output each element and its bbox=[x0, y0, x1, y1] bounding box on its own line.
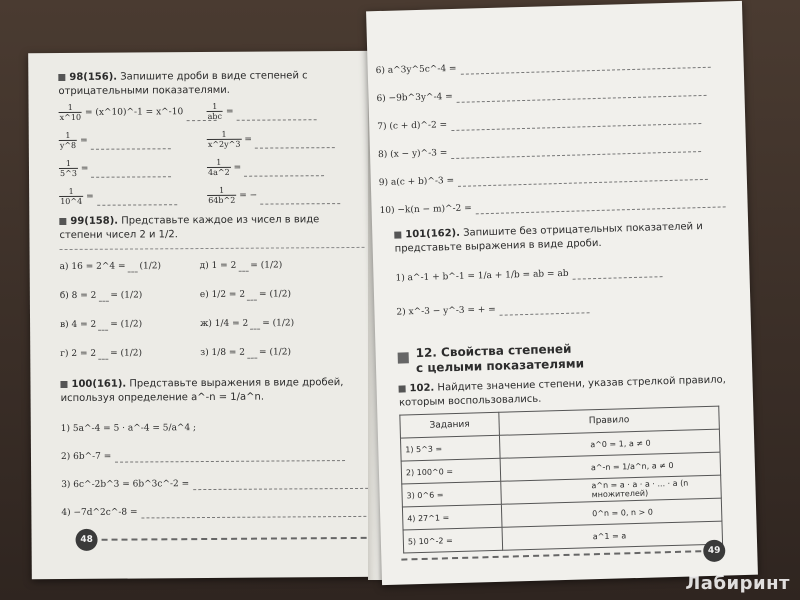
expression-item: 9) a(c + b)^-3 = bbox=[379, 168, 708, 189]
exercise-98-heading: 98(156). Запишите дроби в виде степеней с отрицательными показателями. bbox=[58, 70, 308, 98]
exercise-99-heading: 99(158). Представьте каждое из чисел в виде степени чисел 2 и 1/2. bbox=[59, 214, 320, 242]
fraction-item: $\frac{1}{y\^{}8}$ = bbox=[59, 130, 171, 150]
expression-item: 1) a^-1 + b^-1 = 1/a + 1/b = ab = ab bbox=[395, 265, 662, 284]
fraction-item: $\frac{1}{10\^{}4}$ = bbox=[59, 186, 177, 206]
power-item: б) 8 = 2 = (1/2) bbox=[59, 290, 143, 302]
task-cell: 3) 0^6 = bbox=[402, 481, 502, 507]
answer-line bbox=[572, 268, 662, 280]
power-item: а) 16 = 2^4 = (1/2) bbox=[59, 261, 162, 273]
rule-cell: a^1 = a bbox=[502, 521, 723, 550]
answer-line bbox=[91, 140, 171, 150]
fraction-item: $\frac{1}{\text{abc}}$ = bbox=[207, 101, 317, 121]
expression-item: 6) a^3y^5c^-4 = bbox=[376, 56, 711, 77]
task-cell: 4) 27^1 = bbox=[402, 504, 502, 530]
expression-item: 3) 6c^-2b^3 = 6b^3c^-2 = bbox=[61, 477, 373, 491]
section-square-icon bbox=[398, 352, 409, 363]
power-item: з) 1/8 = 2 = (1/2) bbox=[200, 347, 291, 359]
fraction-item: $\frac{1}{5\^{}3}$ = bbox=[59, 158, 172, 178]
exercise-102-heading: 102. Найдите значение степени, указав стрелкой правило, которым воспользовались. bbox=[398, 374, 726, 409]
answer-line bbox=[193, 480, 373, 490]
expression-item: 2) x^-3 − y^-3 = + = bbox=[396, 301, 590, 318]
right-page bbox=[366, 1, 758, 585]
power-item: ж) 1/4 = 2 = (1/2) bbox=[200, 318, 295, 330]
answer-line bbox=[244, 167, 324, 177]
rule-cell: a^n = a · a · a · ... · a (n множителей) bbox=[501, 475, 722, 504]
table-header-rules: Правило bbox=[499, 406, 720, 435]
expression-item: 2) 6b^-7 = bbox=[61, 449, 345, 463]
page-number-49: 49 bbox=[703, 540, 726, 563]
expression-item: 4) −7d^2c^-8 = bbox=[61, 505, 371, 519]
answer-line bbox=[115, 452, 345, 463]
power-item: в) 4 = 2 = (1/2) bbox=[60, 319, 143, 331]
expression-item: 6) −9b^3y^-4 = bbox=[376, 84, 706, 105]
fraction-item: $\frac{1}{4a\^{}2}$ = bbox=[207, 157, 324, 177]
exercise-100-heading: 100(161). Представьте выражения в виде дробей, используя определение a^-n = 1/a^n. bbox=[60, 377, 344, 405]
answer-line bbox=[97, 196, 177, 206]
rule-cell: 0^n = 0, n > 0 bbox=[501, 498, 722, 527]
power-item: г) 2 = 2 = (1/2) bbox=[60, 348, 143, 360]
section-title: 12. Свойства степеней с целыми показателями bbox=[415, 341, 585, 376]
fraction-item: $\frac{1}{x\^{}2y\^{}3}$ = bbox=[207, 129, 335, 149]
answer-line bbox=[142, 508, 372, 519]
expression-item: 8) (x − y)^-3 = bbox=[378, 140, 701, 161]
answer-line bbox=[91, 168, 171, 178]
power-item: е) 1/2 = 2 = (1/2) bbox=[199, 289, 291, 301]
exercise-101-heading: 101(162). Запишите без отрицательных показателей и представьте выражения в виде дроби. bbox=[394, 221, 703, 255]
answer-line bbox=[460, 59, 710, 75]
footer-dashed-line bbox=[102, 537, 387, 541]
task-cell: 2) 100^0 = bbox=[401, 458, 501, 484]
rule-cell: a^-n = 1/a^n, a ≠ 0 bbox=[500, 452, 721, 481]
answer-line bbox=[237, 111, 317, 121]
divider bbox=[60, 247, 365, 250]
answer-line bbox=[457, 87, 707, 103]
answer-line bbox=[260, 195, 340, 205]
labirint-watermark-logo: Лабиринт bbox=[685, 573, 790, 594]
expression-item: 7) (c + d)^-2 = bbox=[377, 112, 701, 133]
table-header-tasks: Задания bbox=[400, 412, 500, 438]
bullet-square-icon bbox=[394, 231, 401, 238]
answer-line bbox=[458, 171, 708, 187]
bullet-square-icon bbox=[58, 73, 65, 80]
answer-line bbox=[451, 143, 701, 159]
answer-line bbox=[451, 115, 701, 131]
fraction-item: $\frac{1}{64b\^{}2}$ = − bbox=[207, 185, 340, 205]
task-cell: 5) 10^-2 = bbox=[403, 527, 503, 553]
rule-cell: a^0 = 1, a ≠ 0 bbox=[499, 429, 720, 458]
task-cell: 1) 5^3 = bbox=[400, 435, 500, 461]
bullet-square-icon bbox=[59, 217, 66, 224]
fraction-item: $\frac{1}{x\^{}10}$ = (x^10)^-1 = x^-10 bbox=[59, 102, 217, 122]
expression-item: 10) −k(n − m)^-2 = bbox=[379, 195, 725, 217]
rules-table bbox=[399, 406, 723, 554]
answer-line bbox=[500, 304, 590, 316]
answer-line bbox=[255, 139, 335, 149]
expression-item: 1) 5a^-4 = 5 · a^-4 = 5/a^4 ; bbox=[60, 423, 197, 435]
power-item: д) 1 = 2 = (1/2) bbox=[199, 260, 283, 272]
answer-line bbox=[476, 198, 726, 214]
bullet-square-icon bbox=[399, 385, 406, 392]
left-page bbox=[28, 51, 387, 579]
bullet-square-icon bbox=[60, 380, 67, 387]
page-number-48: 48 bbox=[75, 529, 97, 551]
